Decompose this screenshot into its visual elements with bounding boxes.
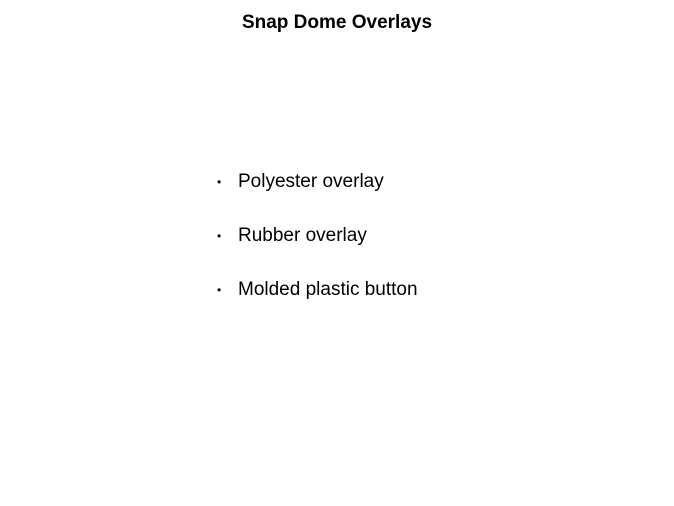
bullet-marker: • [217, 175, 222, 189]
bullet-text: Molded plastic button [238, 279, 418, 300]
bullet-list [217, 170, 418, 332]
slide-title: Snap Dome Overlays [241, 12, 433, 33]
list-item [217, 170, 418, 194]
bullet-text: Polyester overlay [238, 171, 384, 192]
list-item [217, 278, 418, 302]
bullet-marker: • [217, 283, 222, 297]
bullet-marker: • [217, 229, 222, 243]
bullet-text: Rubber overlay [238, 225, 367, 246]
list-item [217, 224, 418, 248]
